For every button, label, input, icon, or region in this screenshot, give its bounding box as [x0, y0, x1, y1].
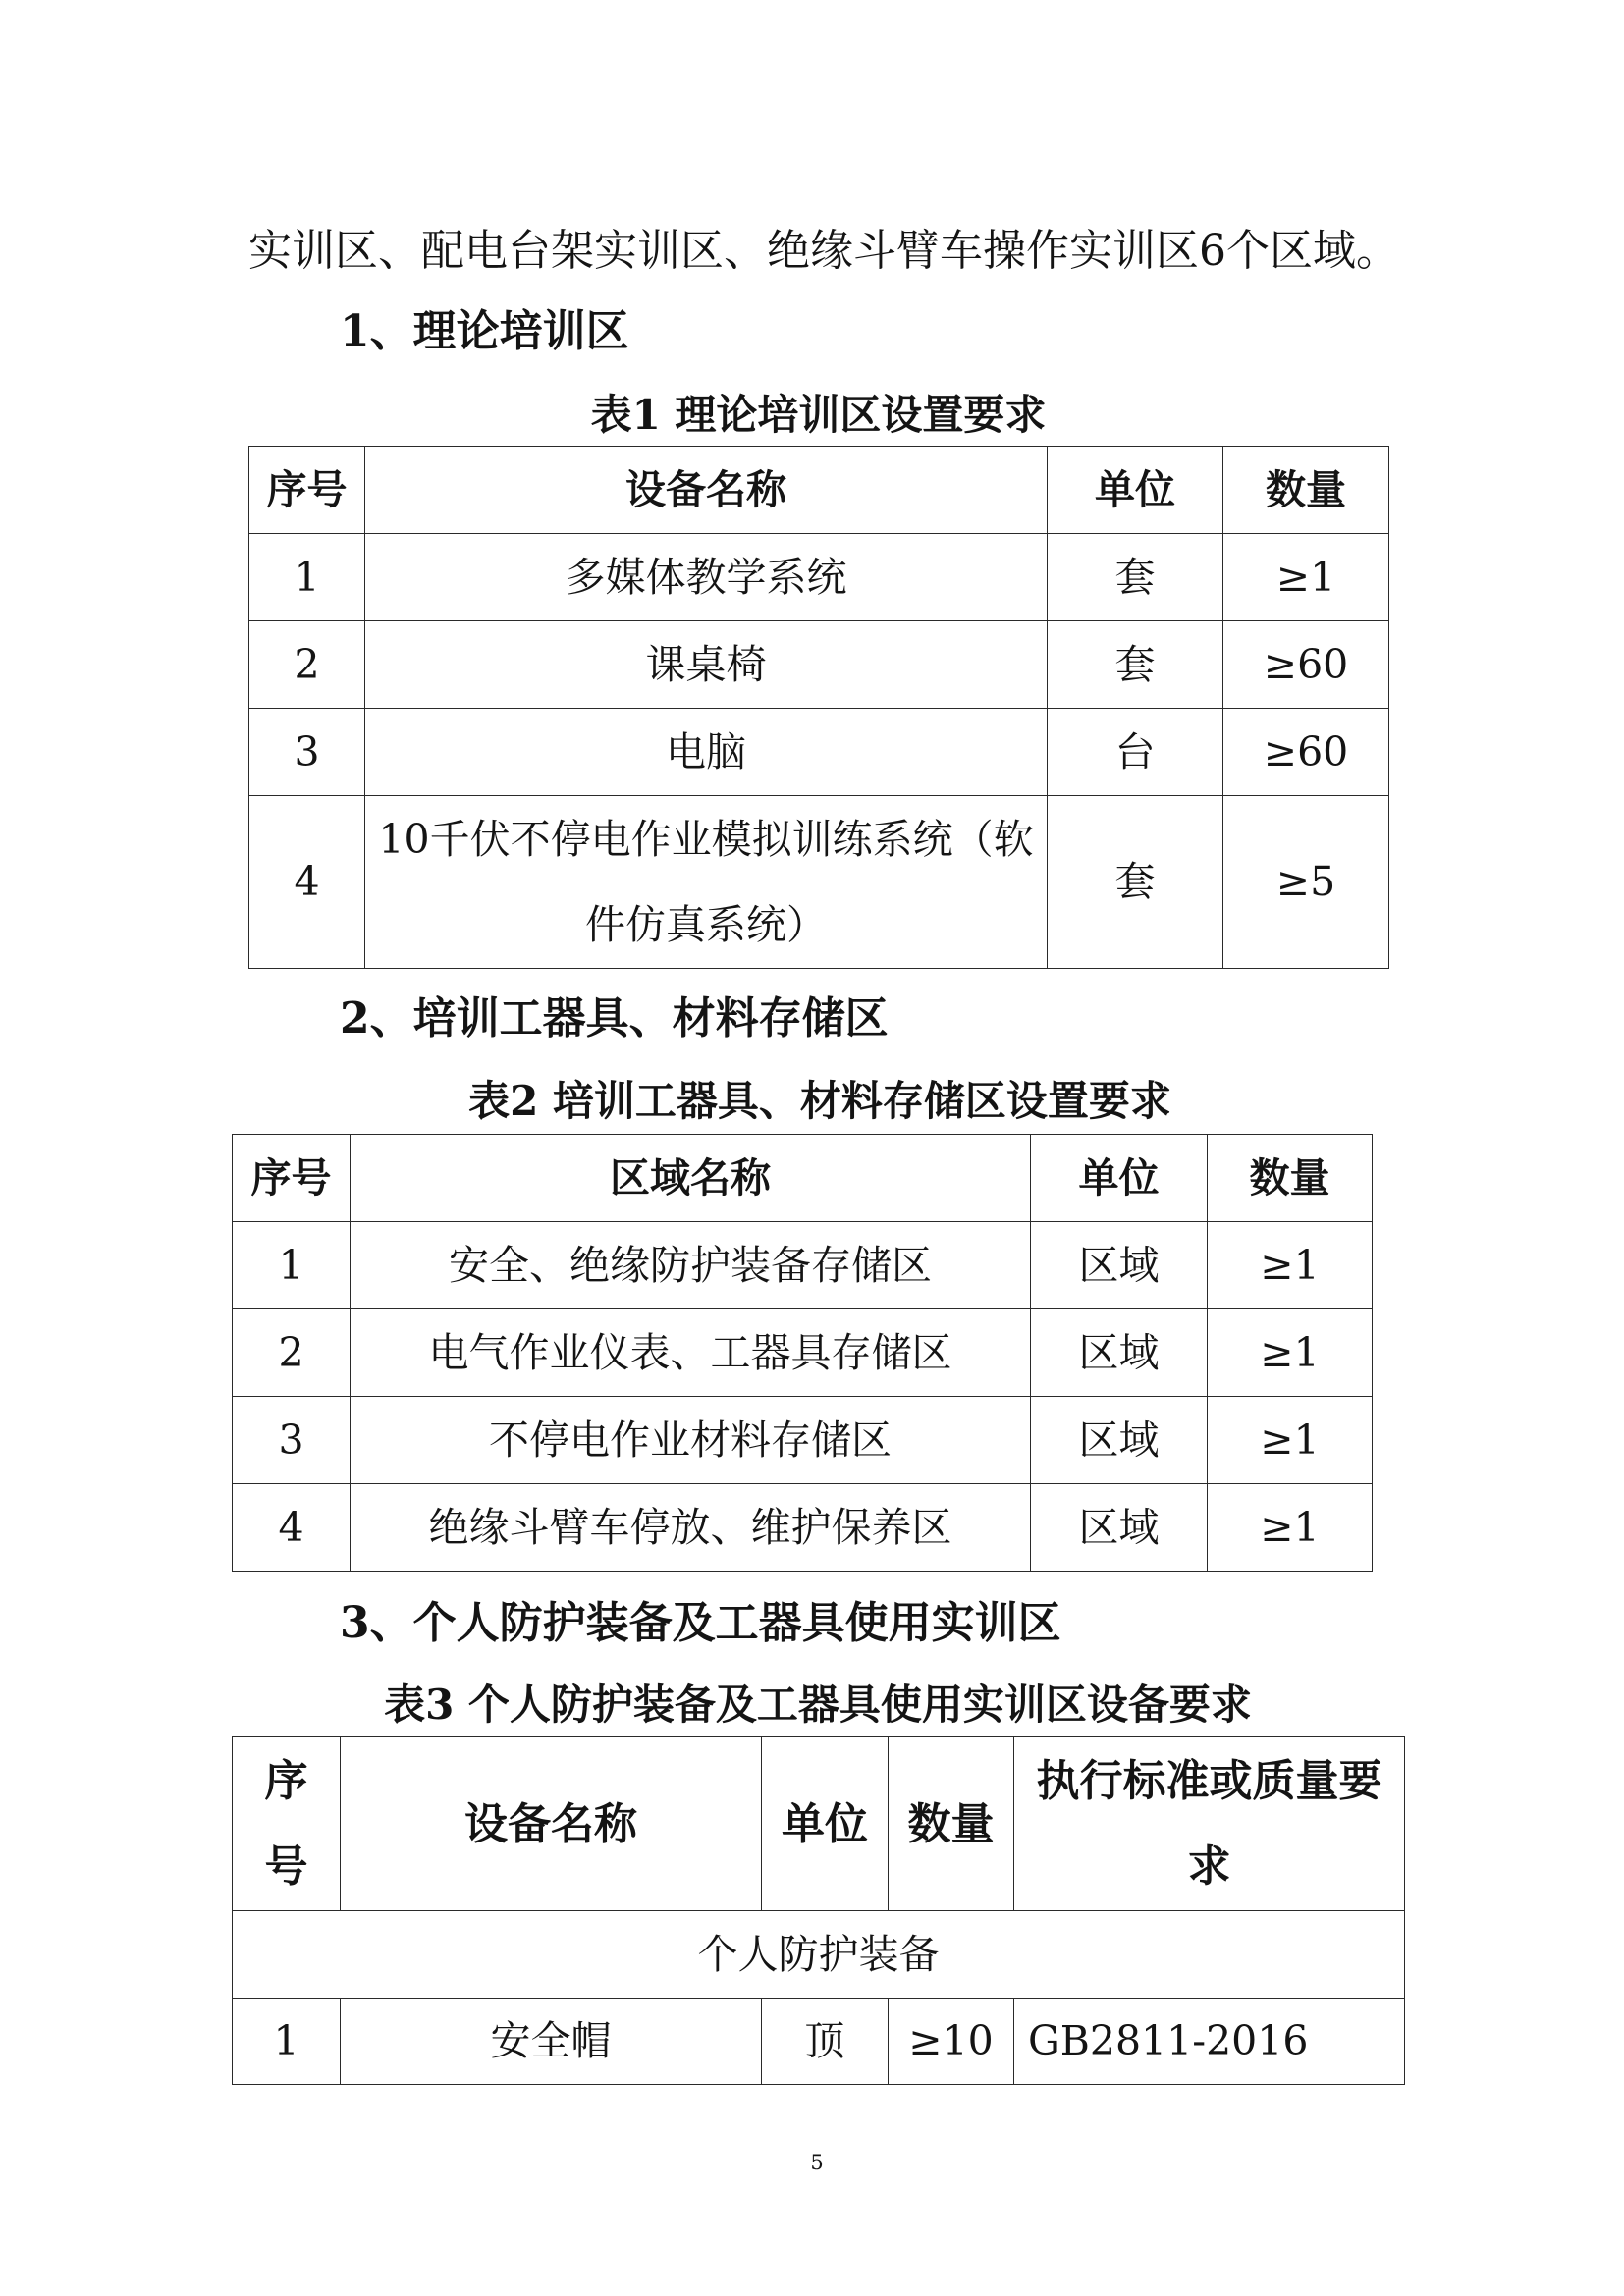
column-header-standard: 执行标准或质量要求: [1014, 1737, 1405, 1911]
column-header-equipment-name: 设备名称: [365, 447, 1048, 534]
cell-equipment-name: 安全帽: [341, 1999, 762, 2085]
column-header-quantity: 数量: [889, 1737, 1014, 1911]
table-header-row: [249, 447, 1389, 534]
section-3-heading: 3、个人防护装备及工器具使用实训区: [340, 1598, 1061, 1648]
cell-unit: 顶: [762, 1999, 889, 2085]
cell-quantity: ≥5: [1223, 796, 1389, 969]
table-2: [232, 1134, 1373, 1572]
cell-unit: 区域: [1031, 1484, 1208, 1572]
table-1-caption: 表1 理论培训区设置要求: [590, 391, 1047, 439]
table-row: [233, 1222, 1373, 1309]
cell-area-name: 不停电作业材料存储区: [351, 1397, 1031, 1484]
cell-quantity: ≥1: [1208, 1397, 1373, 1484]
cell-equipment-name: 多媒体教学系统: [365, 534, 1048, 621]
table-2-caption: 表2 培训工器具、材料存储区设置要求: [468, 1077, 1171, 1125]
cell-equipment-name: 课桌椅: [365, 621, 1048, 709]
column-header-area-name: 区域名称: [351, 1135, 1031, 1222]
cell-unit: 套: [1048, 621, 1223, 709]
cell-standard: GB2811-2016: [1014, 1999, 1405, 2085]
cell-area-name: 安全、绝缘防护装备存储区: [351, 1222, 1031, 1309]
table-row: [233, 1999, 1405, 2085]
table-row: [249, 709, 1389, 796]
table-header-row: [233, 1135, 1373, 1222]
cell-index: 1: [233, 1999, 341, 2085]
column-header-unit: 单位: [762, 1737, 889, 1911]
table-3: [232, 1736, 1405, 2085]
cell-index: 2: [249, 621, 365, 709]
table-row: [249, 534, 1389, 621]
group-label-personal-protective-equipment: 个人防护装备: [233, 1911, 1405, 1999]
column-header-equipment-name: 设备名称: [341, 1737, 762, 1911]
section-1-heading: 1、理论培训区: [340, 306, 629, 356]
cell-index: 1: [249, 534, 365, 621]
cell-equipment-name: 电脑: [365, 709, 1048, 796]
cell-quantity: ≥10: [889, 1999, 1014, 2085]
cell-unit: 套: [1048, 534, 1223, 621]
page-number: 5: [810, 2151, 824, 2174]
column-header-unit: 单位: [1031, 1135, 1208, 1222]
table-row: [249, 796, 1389, 969]
cell-quantity: ≥60: [1223, 621, 1389, 709]
cell-equipment-name: 10千伏不停电作业模拟训练系统（软件仿真系统）: [365, 796, 1048, 969]
table-row: [233, 1484, 1373, 1572]
cell-area-name: 绝缘斗臂车停放、维护保养区: [351, 1484, 1031, 1572]
cell-quantity: ≥1: [1208, 1309, 1373, 1397]
cell-quantity: ≥1: [1208, 1484, 1373, 1572]
table-header-row: [233, 1737, 1405, 1911]
table-3-caption: 表3 个人防护装备及工器具使用实训区设备要求: [384, 1681, 1252, 1729]
table-group-row: [233, 1911, 1405, 1999]
cell-index: 4: [233, 1484, 351, 1572]
column-header-index: 序号: [249, 447, 365, 534]
section-2-heading: 2、培训工器具、材料存储区: [340, 993, 889, 1043]
table-1: [248, 446, 1389, 969]
cell-quantity: ≥1: [1208, 1222, 1373, 1309]
table-row: [233, 1397, 1373, 1484]
column-header-unit: 单位: [1048, 447, 1223, 534]
cell-index: 4: [249, 796, 365, 969]
column-header-quantity: 数量: [1223, 447, 1389, 534]
cell-index: 3: [233, 1397, 351, 1484]
cell-index: 2: [233, 1309, 351, 1397]
cell-unit: 台: [1048, 709, 1223, 796]
cell-index: 1: [233, 1222, 351, 1309]
column-header-quantity: 数量: [1208, 1135, 1373, 1222]
column-header-index: 序号: [233, 1135, 351, 1222]
table-row: [249, 621, 1389, 709]
column-header-index: 序号: [233, 1737, 341, 1911]
cell-unit: 区域: [1031, 1309, 1208, 1397]
cell-area-name: 电气作业仪表、工器具存储区: [351, 1309, 1031, 1397]
intro-paragraph-line: 实训区、配电台架实训区、绝缘斗臂车操作实训区6个区域。: [248, 226, 1399, 276]
cell-index: 3: [249, 709, 365, 796]
cell-quantity: ≥1: [1223, 534, 1389, 621]
cell-unit: 区域: [1031, 1222, 1208, 1309]
cell-unit: 套: [1048, 796, 1223, 969]
table-row: [233, 1309, 1373, 1397]
cell-unit: 区域: [1031, 1397, 1208, 1484]
cell-quantity: ≥60: [1223, 709, 1389, 796]
